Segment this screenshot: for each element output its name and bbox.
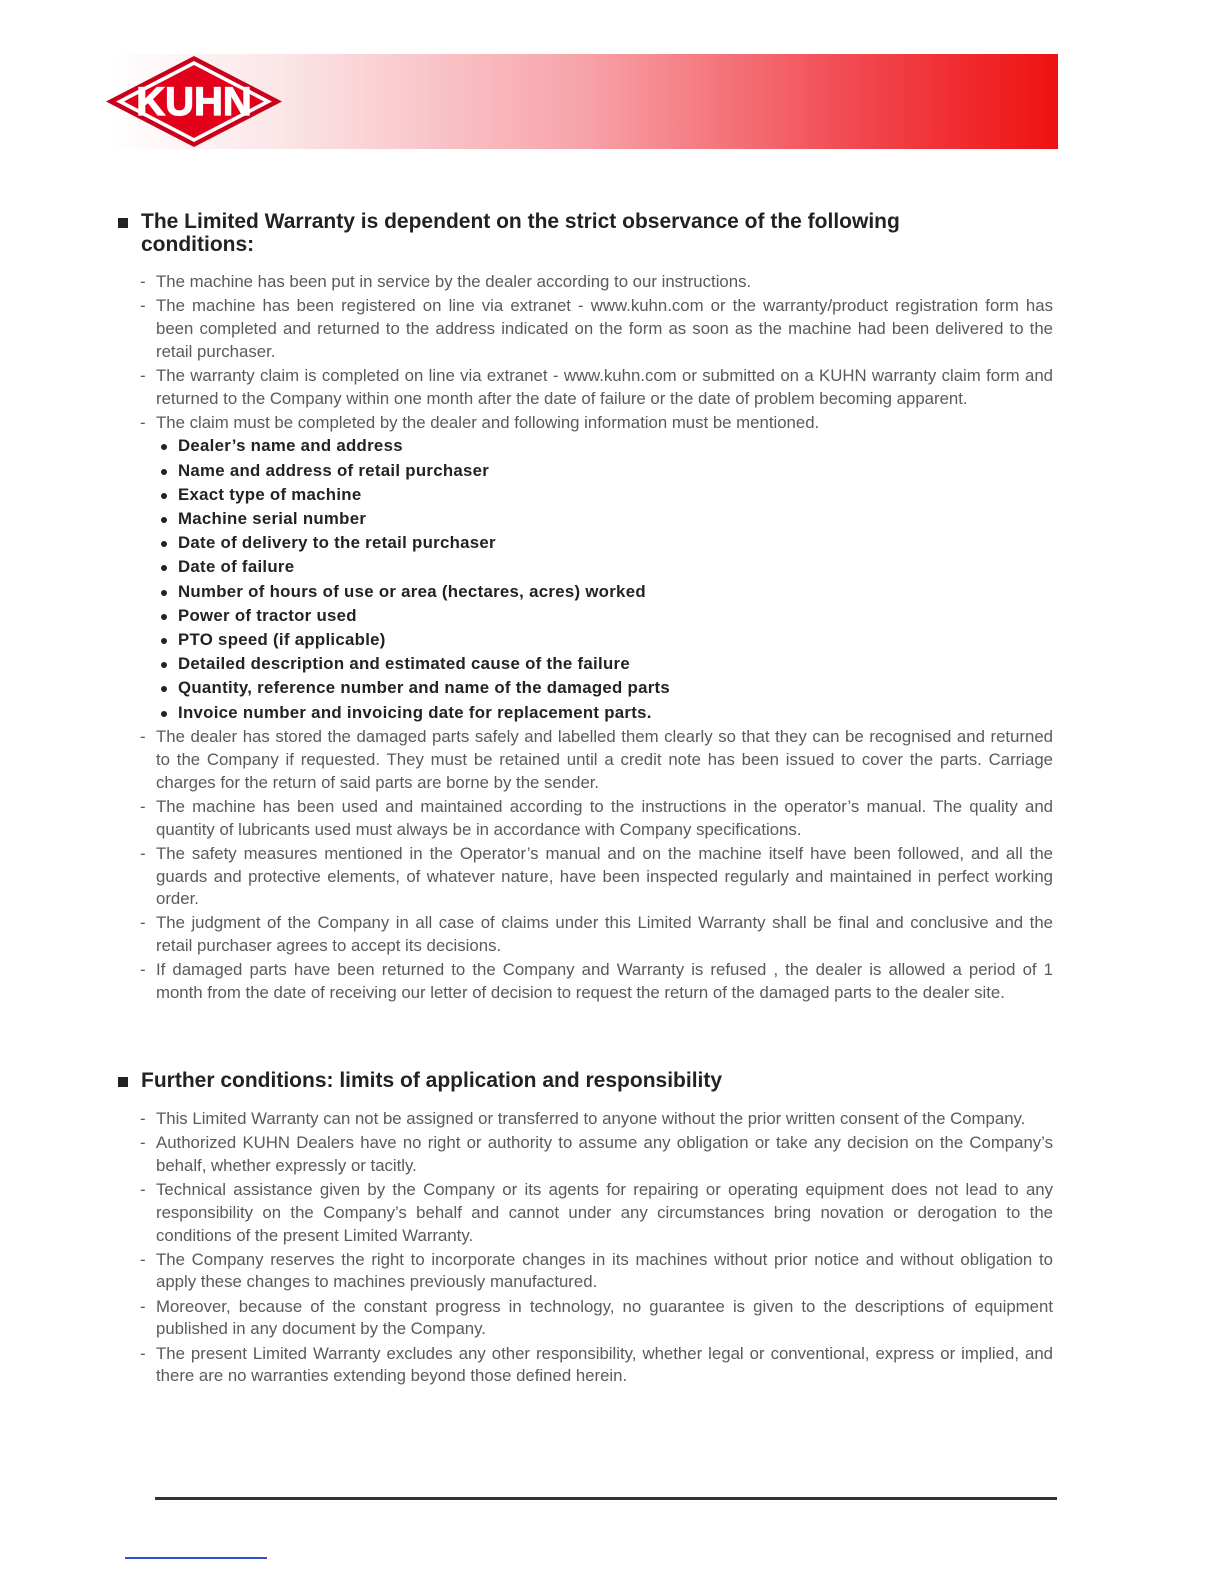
required-info-item: Date of delivery to the retail purchaser: [156, 531, 1053, 555]
required-info-item: Date of failure: [156, 555, 1053, 579]
conditions-list: [140, 271, 1053, 1006]
list-item: - The dealer has stored the damaged parts safely and labelled them clearly so that they can be recognised and returned to the Company if requested. They must be retained until a credit note has been issued to cover the parts. Carriage charges for the return of said parts are borne by the sender.: [140, 726, 1053, 794]
required-info-item: Number of hours of use or area (hectares, acres) worked: [156, 580, 1053, 604]
logo-text: KUHN: [136, 80, 252, 124]
list-item: - The warranty claim is completed on line via extranet - www.kuhn.com or submitted on a KUHN warranty claim form and returned to the Company within one month after the date of failure or the date of problem becoming apparent.: [140, 365, 1053, 410]
required-info-item: Power of tractor used: [156, 604, 1053, 628]
list-item: - The Company reserves the right to incorporate changes in its machines without prior notice and without obligation to apply these changes to machines previously manufactured.: [140, 1249, 1053, 1294]
footer-divider: [155, 1497, 1057, 1500]
required-info-item: Quantity, reference number and name of the damaged parts: [156, 676, 1053, 700]
section-title-further-conditions: Further conditions: limits of application and responsibility: [118, 1069, 978, 1092]
list-item: - This Limited Warranty can not be assigned or transferred to anyone without the prior written consent of the Company.: [140, 1108, 1053, 1131]
further-conditions-list: [140, 1108, 1053, 1389]
section-title-conditions: The Limited Warranty is dependent on the strict observance of the following conditions:: [118, 210, 978, 256]
required-info-item: Dealer’s name and address: [156, 434, 1053, 458]
list-item: - The present Limited Warranty excludes any other responsibility, whether legal or conventional, express or implied, and there are no warranties extending beyond those defined herein.: [140, 1343, 1053, 1388]
required-info-item: PTO speed (if applicable): [156, 628, 1053, 652]
list-item: - Technical assistance given by the Company or its agents for repairing or operating equipment does not lead to any responsibility on the Company’s behalf and cannot under any circumstances bring novation or derogation to the conditions of the present Limited Warranty.: [140, 1179, 1053, 1247]
list-item: - Moreover, because of the constant progress in technology, no guarantee is given to the descriptions of equipment published in any document by the Company.: [140, 1296, 1053, 1341]
square-bullet-icon: [118, 218, 128, 228]
list-item: - The machine has been registered on line via extranet - www.kuhn.com or the warranty/product registration form has been completed and returned to the address indicated on the form as soon as the machine had been delivered to the retail purchaser.: [140, 295, 1053, 363]
list-item: - The machine has been used and maintained according to the instructions in the operator’s manual. The quality and quantity of lubricants used must always be in accordance with Company specifications.: [140, 796, 1053, 841]
required-info-list: [156, 434, 1053, 724]
required-info-item: Machine serial number: [156, 507, 1053, 531]
list-item: - Authorized KUHN Dealers have no right or authority to assume any obligation or take any decision on the Company’s behalf, whether expressly or tacitly.: [140, 1132, 1053, 1177]
list-item: - The safety measures mentioned in the Operator’s manual and on the machine itself have been followed, and all the guards and protective elements, of whatever nature, have been inspected regularly and maintained in perfect working order.: [140, 843, 1053, 911]
list-item: - The machine has been put in service by the dealer according to our instructions.: [140, 271, 1053, 294]
required-info-item: Exact type of machine: [156, 483, 1053, 507]
required-info-item: Invoice number and invoicing date for replacement parts.: [156, 701, 1053, 725]
footer-link-underline: [125, 1557, 267, 1559]
square-bullet-icon: [118, 1077, 128, 1087]
list-item: [140, 412, 1053, 725]
list-item-text: The claim must be completed by the dealer and following information must be mentioned.: [156, 412, 820, 432]
required-info-item: Detailed description and estimated cause of the failure: [156, 652, 1053, 676]
required-info-item: Name and address of retail purchaser: [156, 459, 1053, 483]
list-item: - The judgment of the Company in all case of claims under this Limited Warranty shall be final and conclusive and the retail purchaser agrees to accept its decisions.: [140, 912, 1053, 957]
kuhn-logo: [104, 54, 284, 149]
list-item: - If damaged parts have been returned to the Company and Warranty is refused , the dealer is allowed a period of 1 month from the date of receiving our letter of decision to request the return of the damaged parts to the dealer site.: [140, 959, 1053, 1004]
